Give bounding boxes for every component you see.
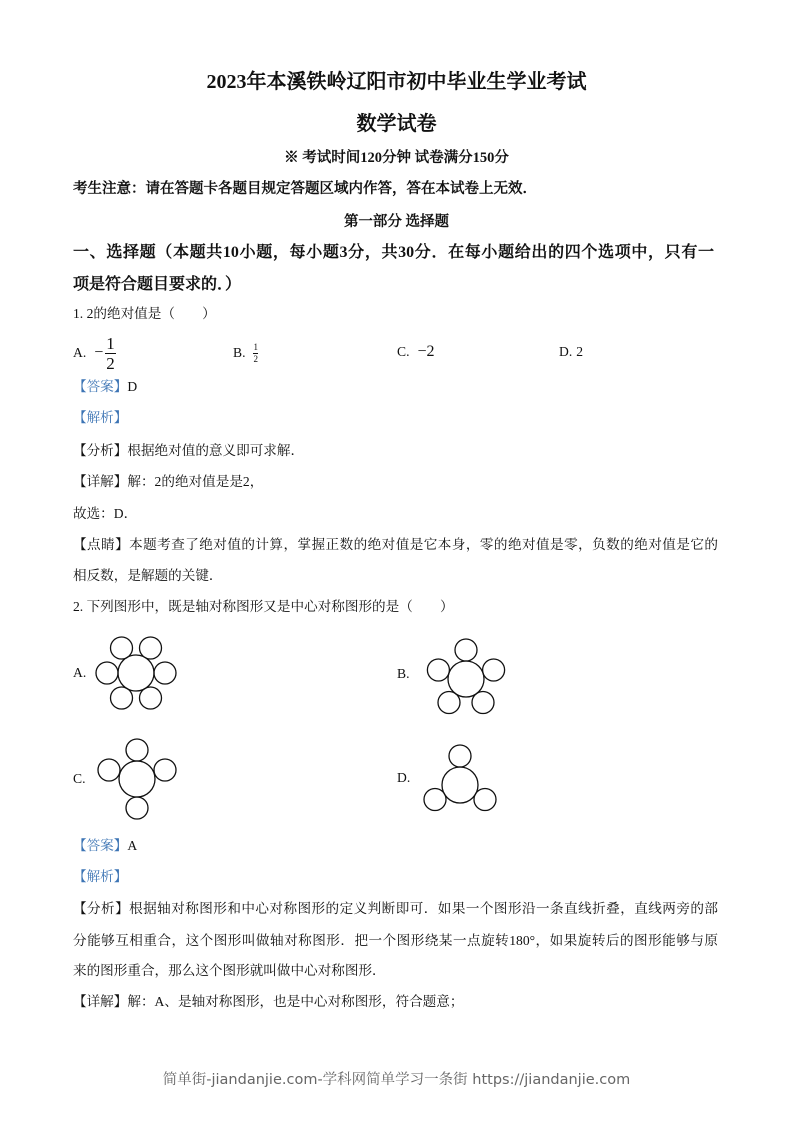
- option-value: 2: [576, 344, 584, 359]
- petal-circle: [111, 687, 133, 709]
- option-label: A.: [73, 345, 87, 360]
- petal-circle: [483, 659, 505, 681]
- numerator: 1: [253, 341, 258, 352]
- q2-figure-b-circles-icon: [416, 629, 516, 729]
- petal-circle: [126, 797, 148, 819]
- petal-circle: [154, 662, 176, 684]
- q2-option-a-label: A.: [73, 665, 87, 680]
- q2-figure-a-circles-icon: [86, 623, 186, 723]
- q1-option-c: [397, 342, 435, 362]
- exam-title: 2023年本溪铁岭辽阳市初中毕业生学业考试: [206, 71, 587, 93]
- footer-watermark: 简单街-jiandanjie.com-学科网简单学习一条街 https://jiandanjie.com: [162, 1072, 631, 1088]
- exam-info: ※ 考试时间120分钟 试卷满分150分: [284, 150, 509, 166]
- center-circle: [442, 767, 478, 803]
- q1-option-d: [559, 342, 583, 362]
- q2-option-d-label: D.: [397, 770, 411, 785]
- fenxi-text: 根据轴对称图形和中心对称图形的定义判断即可．如果一个图形沿一条直线折叠，直线两旁的部: [129, 901, 718, 916]
- center-circle: [119, 761, 155, 797]
- section-heading-line2: 项是符合题目要求的．）: [73, 276, 242, 293]
- petal-circle: [449, 745, 471, 767]
- option-label: C.: [397, 344, 410, 359]
- answer-value: D: [127, 379, 138, 394]
- numerator: 1: [106, 333, 115, 353]
- petal-circle: [474, 789, 496, 811]
- q2-answer: [73, 838, 137, 854]
- center-circle: [448, 661, 484, 697]
- q2-fenxi-line3: 来的图形重合，那么这个图形就叫做中心对称图形．: [73, 963, 386, 978]
- xiangjie-label: 【详解】: [73, 474, 128, 489]
- q2-option-c-label: C.: [73, 771, 86, 786]
- q1-option-a: [73, 333, 116, 373]
- q2-figure-d-circles-icon: [410, 735, 510, 835]
- q2-figure-c-circles-icon: [87, 729, 187, 829]
- q1-dianjing-line2: 相反数，是解题的关键．: [73, 568, 223, 583]
- petal-circle: [154, 759, 176, 781]
- fenxi-label: 【分析】: [73, 443, 128, 458]
- exam-notice: 考生注意：请在答题卡各题目规定答题区域内作答，答在本试卷上无效．: [73, 181, 537, 197]
- petal-circle: [438, 692, 460, 714]
- petal-circle: [126, 739, 148, 761]
- denominator: 2: [253, 353, 258, 364]
- option-label: B.: [233, 345, 246, 360]
- answer-label: 【答案】: [73, 838, 128, 853]
- q1-analysis-label: 【解析】: [73, 410, 128, 425]
- q1-option-b: [233, 340, 258, 366]
- xiangjie-text: 解：2的绝对值是是2，: [127, 474, 264, 489]
- option-label: D.: [559, 344, 573, 359]
- petal-circle: [98, 759, 120, 781]
- petal-circle: [427, 659, 449, 681]
- center-circle: [118, 655, 154, 691]
- option-value: −2: [417, 343, 435, 360]
- dianjing-label: 【点睛】: [73, 537, 130, 552]
- exam-subtitle: 数学试卷: [356, 113, 437, 135]
- dianjing-text: 本题考查了绝对值的计算，掌握正数的绝对值是它本身，零的绝对值是零，负数的绝对值是它的: [129, 537, 718, 552]
- q2-stem: 2. 下列图形中，既是轴对称图形又是中心对称图形的是（ ）: [73, 599, 454, 614]
- q1-answer: [73, 379, 137, 395]
- fenxi-text: 根据绝对值的意义即可求解．: [127, 443, 305, 458]
- answer-value: A: [127, 838, 138, 853]
- q1-conclusion: 故选：D．: [73, 506, 138, 521]
- petal-circle: [111, 637, 133, 659]
- petal-circle: [140, 687, 162, 709]
- q1-xiangjie: [73, 474, 263, 490]
- q2-analysis-label: 【解析】: [73, 869, 128, 884]
- fenxi-label: 【分析】: [73, 901, 130, 916]
- xiangjie-text: 解：A、是轴对称图形，也是中心对称图形，符合题意；: [127, 994, 464, 1009]
- q2-fenxi-line1: [73, 901, 718, 917]
- petal-circle: [96, 662, 118, 684]
- q1-dianjing-line1: [73, 537, 718, 553]
- section-heading-line1: 一、选择题（本题共10小题，每小题3分，共30分．在每小题给出的四个选项中，只有一: [73, 244, 714, 261]
- q1-fenxi: [73, 443, 304, 459]
- denominator: 2: [106, 353, 115, 373]
- part-title: 第一部分 选择题: [343, 214, 450, 230]
- answer-label: 【答案】: [73, 379, 128, 394]
- petal-circle: [455, 639, 477, 661]
- q2-xiangjie: [73, 994, 463, 1010]
- fraction: [105, 335, 116, 372]
- petal-circle: [140, 637, 162, 659]
- fraction: [253, 343, 258, 364]
- petal-circle: [472, 692, 494, 714]
- xiangjie-label: 【详解】: [73, 994, 128, 1009]
- petal-circle: [424, 789, 446, 811]
- q2-fenxi-line2: 分能够互相重合，这个图形叫做轴对称图形．把一个图形绕某一点旋转180°，如果旋转后的图形能够与原: [73, 933, 718, 948]
- minus-sign: −: [94, 344, 104, 361]
- q1-stem: 1. 2的绝对值是（ ）: [73, 306, 216, 321]
- q2-option-b-label: B.: [397, 666, 410, 681]
